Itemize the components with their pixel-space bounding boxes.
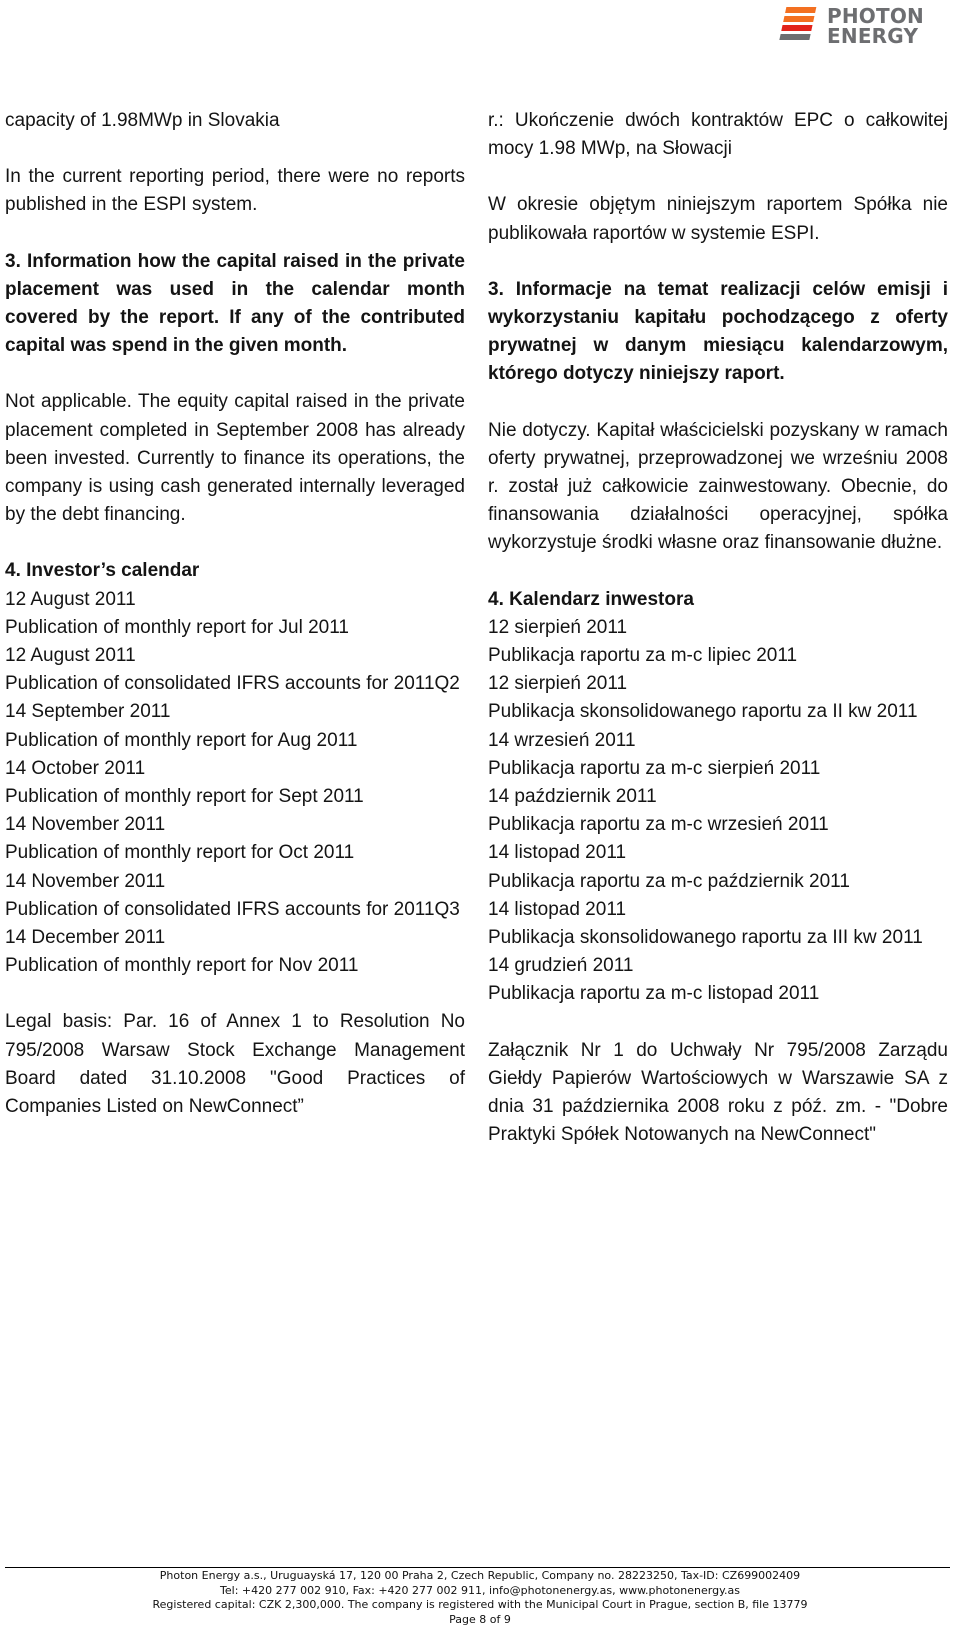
en-capacity-line: capacity of 1.98MWp in Slovakia xyxy=(5,110,280,131)
pl-calendar-date: 14 listopad 2011 xyxy=(488,898,627,920)
pl-calendar-event: Publikacja raportu za m-c wrzesień 2011 xyxy=(488,814,829,836)
en-calendar-event: Publication of monthly report for Aug 2011 xyxy=(5,729,358,751)
pl-calendar-event: Publikacja raportu za m-c październik 2011 xyxy=(488,870,850,892)
en-calendar-event: Publication of monthly report for Sept 2011 xyxy=(5,786,364,808)
footer-divider xyxy=(5,1567,950,1568)
pl-calendar-date: 14 październik 2011 xyxy=(488,786,657,808)
english-column xyxy=(5,107,465,1121)
pl-calendar-event: Publikacja raportu za m-c sierpień 2011 xyxy=(488,757,821,779)
en-calendar-event: Publication of consolidated IFRS accounts for 2011Q2 xyxy=(5,673,460,695)
en-calendar-date: 14 October 2011 xyxy=(5,757,146,779)
pl-calendar-date: 12 sierpień 2011 xyxy=(488,616,628,638)
footer-company-line: Photon Energy a.s., Uruguayská 17, 120 00 Praha 2, Czech Republic, Company no. 28223250, Tax-ID: CZ699002409 xyxy=(159,1569,801,1582)
pl-section-3-heading: 3. Informacje na temat realizacji celów emisji i wykorzystaniu kapitału pochodzącego z oferty prywatnej w danym miesiącu kalendarzowym, którego dotyczy niniejszy raport. xyxy=(488,278,948,385)
photon-energy-logo xyxy=(777,4,924,48)
footer-contact-line: Tel: +420 277 002 910, Fax: +420 277 002 911, info@photonenergy.as, www.photonenergy.as xyxy=(220,1583,740,1597)
pl-calendar-event: Publikacja raportu za m-c listopad 2011 xyxy=(488,983,820,1005)
en-investor-calendar xyxy=(5,586,465,981)
en-section-3-body: Not applicable. The equity capital raised in the private placement completed in September 2008 has already been invested. Currently to finance its operations, the company is using cash generated internally leveraged by the debt financing. xyxy=(5,391,465,526)
en-calendar-event: Publication of monthly report for Nov 2011 xyxy=(5,955,359,977)
pl-section-3-body: Nie dotyczy. Kapitał właścicielski pozyskany w ramach oferty prywatnej, przeprowadzonej we wrześniu 2008 r. został już całkowicie zainwestowany. Obecnie, do finansowania działalności operacyjnej, spółka wykorzystuje środki własne oraz finansowanie dłużne. xyxy=(488,419,948,554)
en-calendar-event: Publication of monthly report for Jul 2011 xyxy=(5,616,349,638)
logo-mark-icon xyxy=(777,4,821,48)
pl-calendar-date: 14 wrzesień 2011 xyxy=(488,729,636,751)
en-section-4-heading: 4. Investor’s calendar xyxy=(5,560,200,582)
pl-capacity-line: r.: Ukończenie dwóch kontraktów EPC o całkowitej mocy 1.98 MWp, na Słowacji xyxy=(488,110,948,160)
pl-section-4-heading: 4. Kalendarz inwestora xyxy=(488,588,694,610)
pl-calendar-date: 14 grudzień 2011 xyxy=(488,955,634,977)
pl-espi-paragraph: W okresie objętym niniejszym raportem Spółka nie publikowała raportów w systemie ESPI. xyxy=(488,194,948,244)
footer-registration-line: Registered capital: CZK 2,300,000. The company is registered with the Municipal Court in Prague, section B, file 13779 xyxy=(152,1598,808,1611)
en-calendar-date: 12 August 2011 xyxy=(5,645,136,667)
logo-wordmark xyxy=(827,6,924,46)
logo-line-2: ENERGY xyxy=(827,24,919,48)
pl-calendar-date: 12 sierpień 2011 xyxy=(488,673,628,695)
pl-investor-calendar xyxy=(488,614,948,1009)
en-calendar-date: 14 November 2011 xyxy=(5,870,166,892)
en-espi-paragraph: In the current reporting period, there were no reports published in the ESPI system. xyxy=(5,166,465,216)
en-calendar-date: 14 September 2011 xyxy=(5,701,171,723)
page-number: Page 8 of 9 xyxy=(449,1612,511,1626)
en-calendar-date: 14 December 2011 xyxy=(5,927,166,949)
logo-line-1: PHOTON xyxy=(827,4,924,28)
en-calendar-date: 14 November 2011 xyxy=(5,814,166,836)
page-footer xyxy=(0,1569,960,1627)
en-legal-basis: Legal basis: Par. 16 of Annex 1 to Resolution No 795/2008 Warsaw Stock Exchange Management Board dated 31.10.2008 "Good Practices of Companies Listed on NewConnect” xyxy=(5,1011,465,1118)
pl-calendar-event: Publikacja skonsolidowanego raportu za III kw 2011 xyxy=(488,927,923,949)
en-calendar-date: 12 August 2011 xyxy=(5,588,136,610)
pl-calendar-event: Publikacja raportu za m-c lipiec 2011 xyxy=(488,645,798,667)
pl-legal-basis: Załącznik Nr 1 do Uchwały Nr 795/2008 Zarządu Giełdy Papierów Wartościowych w Warszawie SA z dnia 31 października 2008 roku z póź. zm. - "Dobre Praktyki Spółek Notowanych na NewConnect" xyxy=(488,1039,948,1146)
pl-calendar-event: Publikacja skonsolidowanego raportu za II kw 2011 xyxy=(488,701,918,723)
en-calendar-event: Publication of consolidated IFRS accounts for 2011Q3 xyxy=(5,898,460,920)
en-calendar-event: Publication of monthly report for Oct 2011 xyxy=(5,842,355,864)
polish-column xyxy=(488,107,948,1150)
en-section-3-heading: 3. Information how the capital raised in the private placement was used in the calendar month covered by the report. If any of the contributed capital was spend in the given month. xyxy=(5,250,465,357)
pl-calendar-date: 14 listopad 2011 xyxy=(488,842,627,864)
